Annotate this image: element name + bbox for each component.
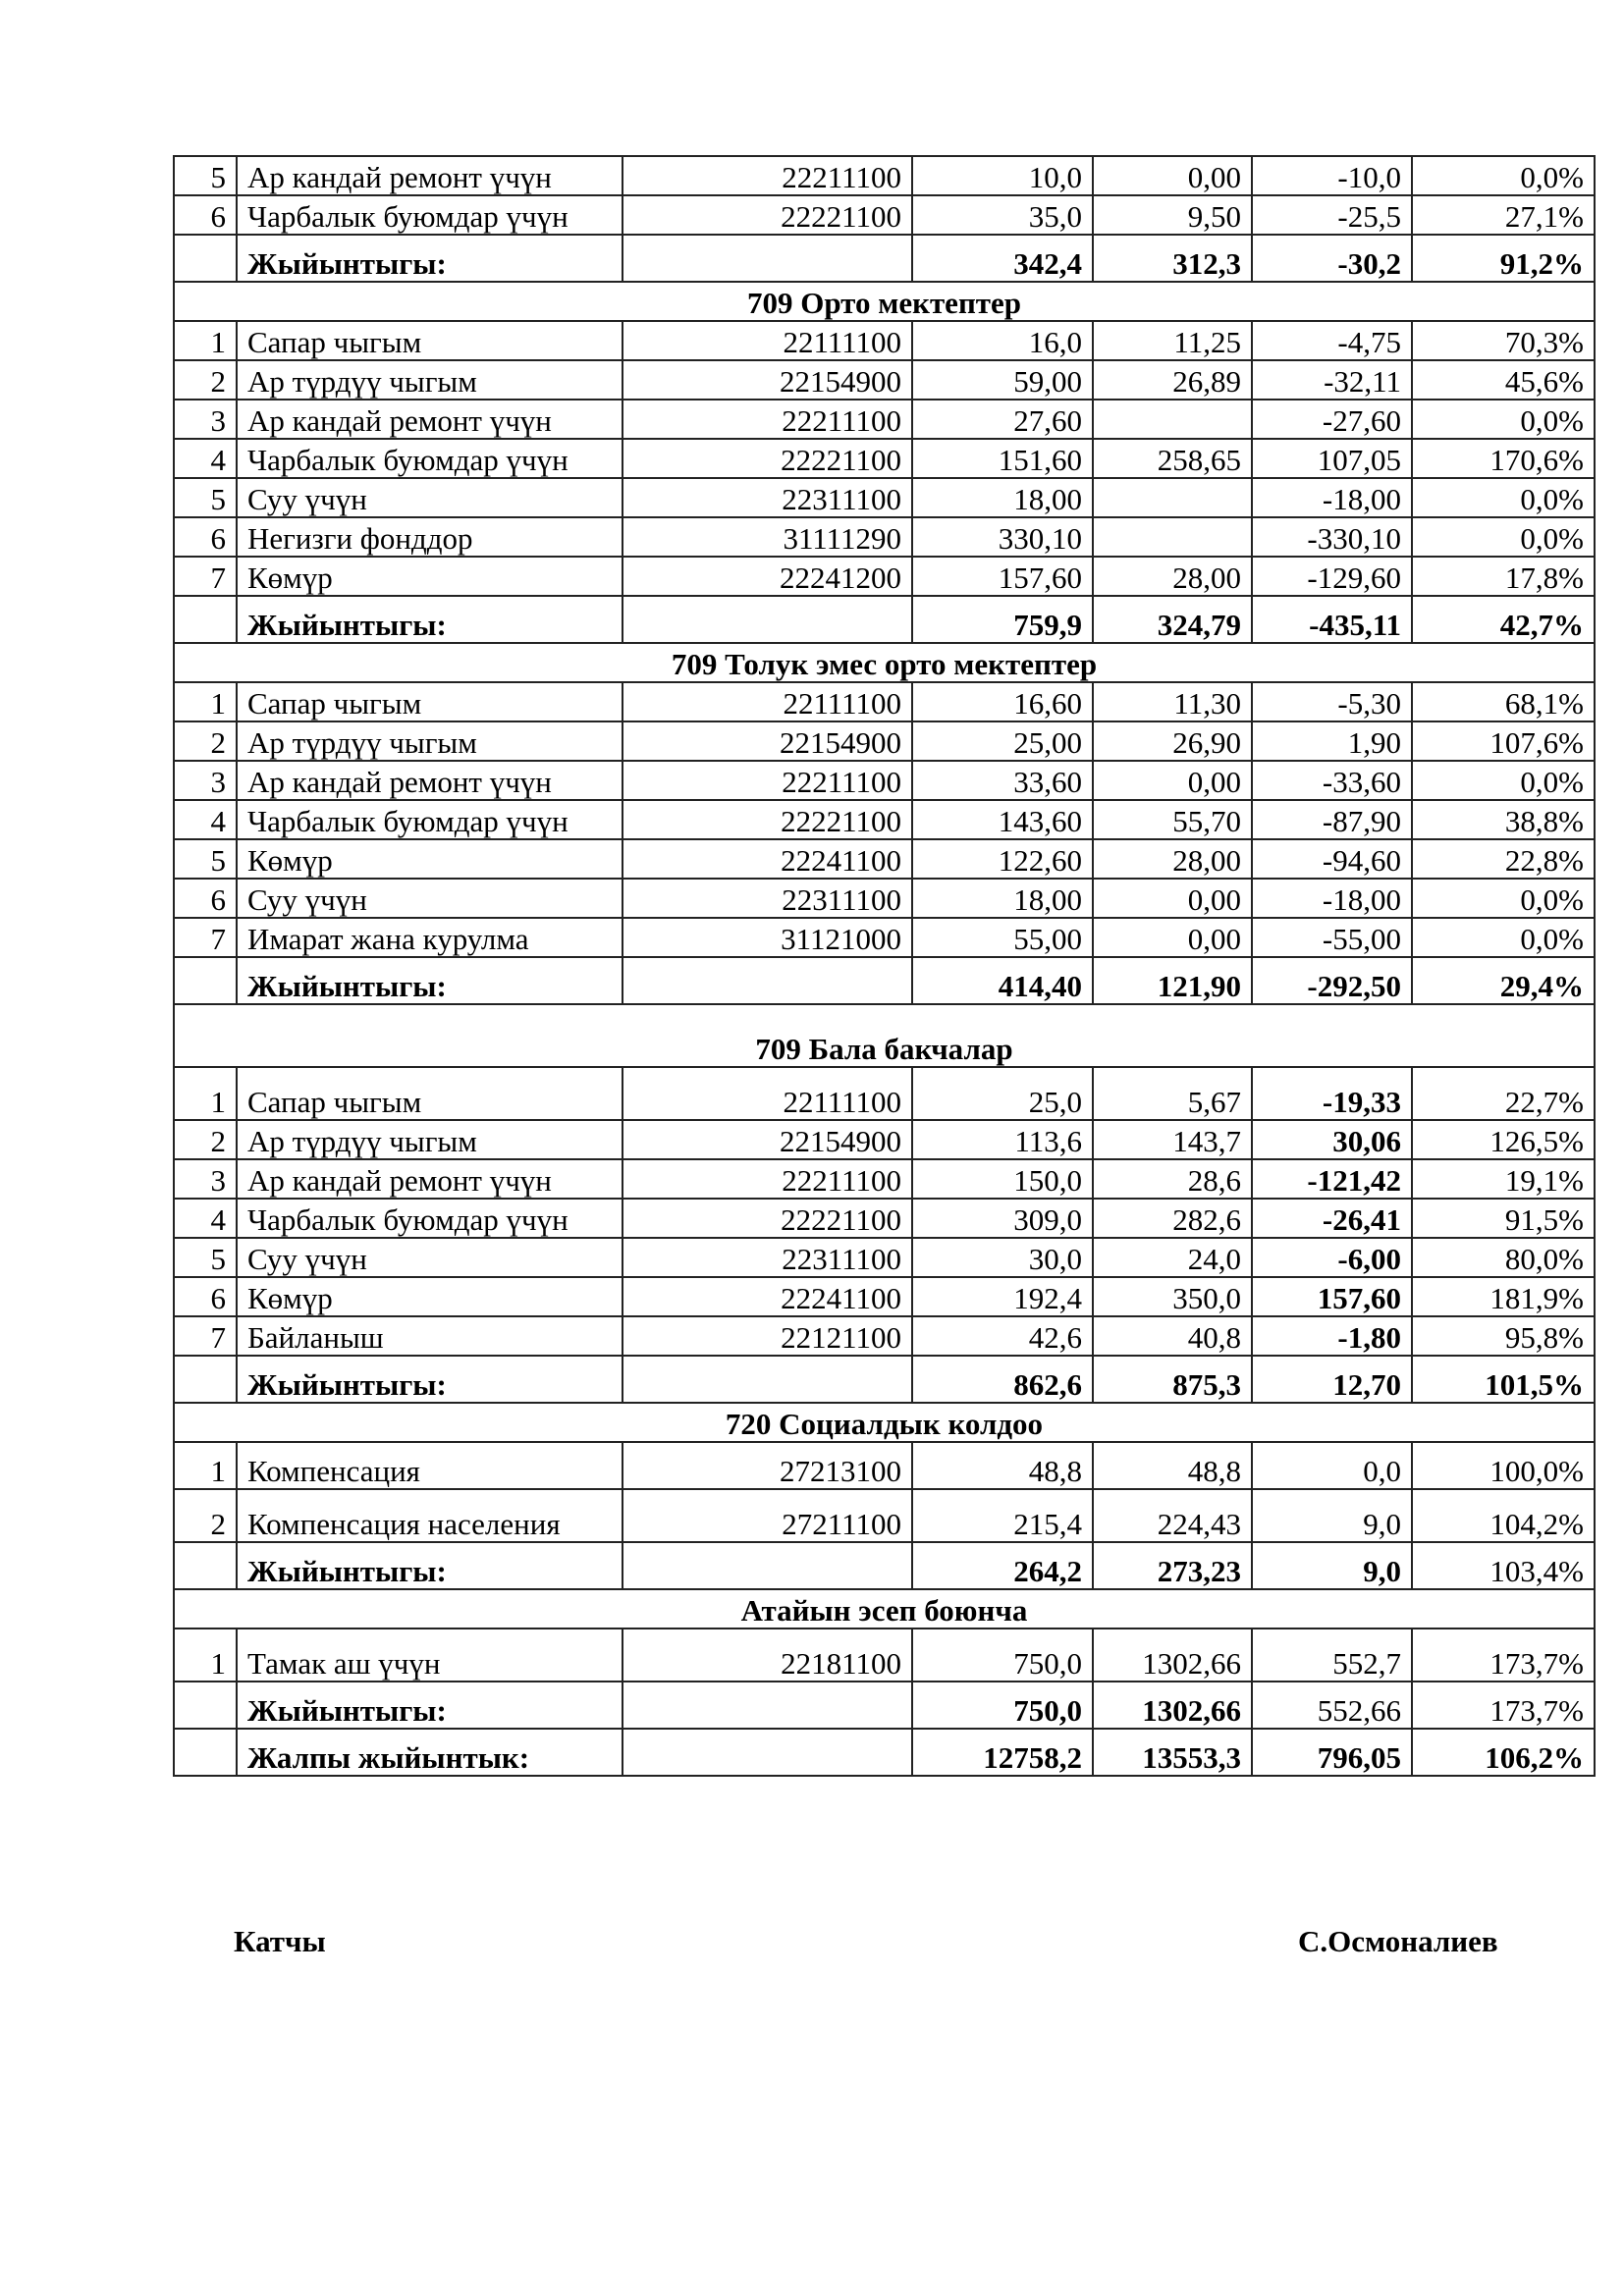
fact-value: 9,50 xyxy=(1093,195,1252,235)
fact-total: 121,90 xyxy=(1093,957,1252,1004)
plan-value: 330,10 xyxy=(912,517,1093,557)
item-name: Негизги фонддор xyxy=(237,517,623,557)
empty-cell xyxy=(174,235,237,282)
plan-value: 122,60 xyxy=(912,839,1093,879)
item-name: Ар түрдүү чыгым xyxy=(237,721,623,761)
plan-value: 18,00 xyxy=(912,879,1093,918)
table-row xyxy=(174,400,1595,439)
percent-value: 91,5% xyxy=(1412,1199,1595,1238)
subtotal-label: Жыйынтыгы: xyxy=(237,235,623,282)
item-code: 22241200 xyxy=(623,557,912,596)
fact-total: 875,3 xyxy=(1093,1356,1252,1403)
table-row xyxy=(174,721,1595,761)
plan-total: 264,2 xyxy=(912,1542,1093,1589)
section-header xyxy=(174,282,1595,321)
empty-cell xyxy=(623,1682,912,1729)
row-number: 2 xyxy=(174,1120,237,1159)
item-code: 22211100 xyxy=(623,156,912,195)
grand-total-label: Жалпы жыйынтык: xyxy=(237,1729,623,1776)
diff-value: -33,60 xyxy=(1252,761,1412,800)
empty-cell xyxy=(623,1729,912,1776)
row-number: 3 xyxy=(174,400,237,439)
fact-value: 258,65 xyxy=(1093,439,1252,478)
table-row xyxy=(174,1120,1595,1159)
plan-value: 113,6 xyxy=(912,1120,1093,1159)
table-row xyxy=(174,918,1595,957)
signature-role: Катчы xyxy=(234,1924,326,1958)
fact-value xyxy=(1093,478,1252,517)
item-name: Чарбалык буюмдар үчүн xyxy=(237,1199,623,1238)
table-row xyxy=(174,1629,1595,1682)
percent-value: 27,1% xyxy=(1412,195,1595,235)
item-code: 22154900 xyxy=(623,360,912,400)
item-name: Чарбалык буюмдар үчүн xyxy=(237,195,623,235)
diff-value: -19,33 xyxy=(1252,1067,1412,1120)
section-header xyxy=(174,1403,1595,1442)
item-code: 22111100 xyxy=(623,1067,912,1120)
item-code: 22241100 xyxy=(623,1277,912,1316)
diff-value: -32,11 xyxy=(1252,360,1412,400)
plan-total: 750,0 xyxy=(912,1682,1093,1729)
item-name: Ар кандай ремонт үчүн xyxy=(237,761,623,800)
plan-total: 414,40 xyxy=(912,957,1093,1004)
subtotal-row xyxy=(174,957,1595,1004)
item-code: 22221100 xyxy=(623,439,912,478)
row-number: 1 xyxy=(174,1442,237,1489)
table-row xyxy=(174,682,1595,721)
row-number: 4 xyxy=(174,800,237,839)
item-code: 22211100 xyxy=(623,400,912,439)
fact-value xyxy=(1093,400,1252,439)
row-number: 3 xyxy=(174,761,237,800)
empty-cell xyxy=(623,1542,912,1589)
fact-value: 48,8 xyxy=(1093,1442,1252,1489)
diff-total: -292,50 xyxy=(1252,957,1412,1004)
item-code: 22211100 xyxy=(623,761,912,800)
item-code: 22221100 xyxy=(623,1199,912,1238)
fact-value: 11,30 xyxy=(1093,682,1252,721)
percent-value: 80,0% xyxy=(1412,1238,1595,1277)
empty-cell xyxy=(623,1356,912,1403)
row-number: 7 xyxy=(174,557,237,596)
plan-value: 143,60 xyxy=(912,800,1093,839)
subtotal-row xyxy=(174,596,1595,643)
subtotal-label: Жыйынтыгы: xyxy=(237,1356,623,1403)
percent-value: 0,0% xyxy=(1412,400,1595,439)
item-name: Ар кандай ремонт үчүн xyxy=(237,1159,623,1199)
item-name: Суу үчүн xyxy=(237,478,623,517)
row-number: 1 xyxy=(174,1629,237,1682)
empty-cell xyxy=(174,1356,237,1403)
diff-value: 0,0 xyxy=(1252,1442,1412,1489)
fact-value: 40,8 xyxy=(1093,1316,1252,1356)
row-number: 6 xyxy=(174,1277,237,1316)
table-row xyxy=(174,439,1595,478)
fact-value: 26,89 xyxy=(1093,360,1252,400)
item-name: Көмүр xyxy=(237,839,623,879)
item-code: 22154900 xyxy=(623,721,912,761)
percent-value: 22,8% xyxy=(1412,839,1595,879)
table-row xyxy=(174,1238,1595,1277)
percent-total: 101,5% xyxy=(1412,1356,1595,1403)
fact-value: 1302,66 xyxy=(1093,1629,1252,1682)
item-name: Ар кандай ремонт үчүн xyxy=(237,400,623,439)
empty-cell xyxy=(174,596,237,643)
plan-value: 215,4 xyxy=(912,1489,1093,1542)
percent-value: 170,6% xyxy=(1412,439,1595,478)
plan-value: 27,60 xyxy=(912,400,1093,439)
plan-value: 25,00 xyxy=(912,721,1093,761)
plan-value: 192,4 xyxy=(912,1277,1093,1316)
row-number: 7 xyxy=(174,918,237,957)
percent-value: 19,1% xyxy=(1412,1159,1595,1199)
table-row xyxy=(174,1067,1595,1120)
percent-value: 104,2% xyxy=(1412,1489,1595,1542)
item-code: 31111290 xyxy=(623,517,912,557)
fact-value: 224,43 xyxy=(1093,1489,1252,1542)
percent-value: 0,0% xyxy=(1412,761,1595,800)
plan-value: 157,60 xyxy=(912,557,1093,596)
plan-value: 18,00 xyxy=(912,478,1093,517)
diff-value: -6,00 xyxy=(1252,1238,1412,1277)
diff-value: -18,00 xyxy=(1252,879,1412,918)
signature-name: С.Осмоналиев xyxy=(1298,1924,1498,1958)
percent-value: 68,1% xyxy=(1412,682,1595,721)
table-row xyxy=(174,1316,1595,1356)
table-row xyxy=(174,761,1595,800)
item-name: Сапар чыгым xyxy=(237,1067,623,1120)
subtotal-row xyxy=(174,1356,1595,1403)
diff-value: -18,00 xyxy=(1252,478,1412,517)
row-number: 1 xyxy=(174,1067,237,1120)
percent-value: 22,7% xyxy=(1412,1067,1595,1120)
section-title: 709 Бала бакчалар xyxy=(174,1004,1595,1067)
plan-value: 25,0 xyxy=(912,1067,1093,1120)
diff-value: -55,00 xyxy=(1252,918,1412,957)
row-number: 7 xyxy=(174,1316,237,1356)
plan-total: 759,9 xyxy=(912,596,1093,643)
plan-value: 16,60 xyxy=(912,682,1093,721)
fact-value xyxy=(1093,517,1252,557)
diff-value: -10,0 xyxy=(1252,156,1412,195)
percent-value: 173,7% xyxy=(1412,1629,1595,1682)
diff-value: 9,0 xyxy=(1252,1489,1412,1542)
diff-total: 9,0 xyxy=(1252,1542,1412,1589)
row-number: 6 xyxy=(174,195,237,235)
percent-grand-total: 106,2% xyxy=(1412,1729,1595,1776)
diff-total: -30,2 xyxy=(1252,235,1412,282)
diff-value: -129,60 xyxy=(1252,557,1412,596)
table-row xyxy=(174,879,1595,918)
percent-total: 42,7% xyxy=(1412,596,1595,643)
fact-total: 273,23 xyxy=(1093,1542,1252,1589)
diff-total: -435,11 xyxy=(1252,596,1412,643)
diff-value: -121,42 xyxy=(1252,1159,1412,1199)
diff-value: -4,75 xyxy=(1252,321,1412,360)
row-number: 3 xyxy=(174,1159,237,1199)
diff-value: -25,5 xyxy=(1252,195,1412,235)
diff-total: 552,66 xyxy=(1252,1682,1412,1729)
item-name: Имарат жана курулма xyxy=(237,918,623,957)
plan-value: 55,00 xyxy=(912,918,1093,957)
empty-cell xyxy=(623,596,912,643)
item-code: 27211100 xyxy=(623,1489,912,1542)
empty-cell xyxy=(174,957,237,1004)
fact-value: 24,0 xyxy=(1093,1238,1252,1277)
section-header xyxy=(174,1589,1595,1629)
percent-value: 38,8% xyxy=(1412,800,1595,839)
fact-value: 350,0 xyxy=(1093,1277,1252,1316)
percent-value: 45,6% xyxy=(1412,360,1595,400)
plan-value: 750,0 xyxy=(912,1629,1093,1682)
item-code: 22311100 xyxy=(623,478,912,517)
row-number: 1 xyxy=(174,682,237,721)
fact-value: 282,6 xyxy=(1093,1199,1252,1238)
percent-value: 0,0% xyxy=(1412,478,1595,517)
section-title: Атайын эсеп боюнча xyxy=(174,1589,1595,1629)
item-code: 22311100 xyxy=(623,879,912,918)
item-name: Чарбалык буюмдар үчүн xyxy=(237,800,623,839)
plan-value: 42,6 xyxy=(912,1316,1093,1356)
budget-execution-table xyxy=(173,155,1596,1777)
plan-value: 309,0 xyxy=(912,1199,1093,1238)
item-code: 22111100 xyxy=(623,321,912,360)
subtotal-label: Жыйынтыгы: xyxy=(237,957,623,1004)
percent-value: 126,5% xyxy=(1412,1120,1595,1159)
subtotal-row xyxy=(174,1682,1595,1729)
diff-value: -94,60 xyxy=(1252,839,1412,879)
item-name: Ар кандай ремонт үчүн xyxy=(237,156,623,195)
subtotal-row xyxy=(174,235,1595,282)
percent-total: 103,4% xyxy=(1412,1542,1595,1589)
item-name: Тамак аш үчүн xyxy=(237,1629,623,1682)
table-row xyxy=(174,517,1595,557)
item-code: 27213100 xyxy=(623,1442,912,1489)
percent-total: 29,4% xyxy=(1412,957,1595,1004)
table-row xyxy=(174,1277,1595,1316)
row-number: 5 xyxy=(174,839,237,879)
percent-value: 0,0% xyxy=(1412,879,1595,918)
percent-value: 0,0% xyxy=(1412,918,1595,957)
fact-value: 0,00 xyxy=(1093,761,1252,800)
grand-total-row xyxy=(174,1729,1595,1776)
diff-value: -330,10 xyxy=(1252,517,1412,557)
item-code: 22311100 xyxy=(623,1238,912,1277)
diff-value: 157,60 xyxy=(1252,1277,1412,1316)
table-row xyxy=(174,321,1595,360)
fact-value: 0,00 xyxy=(1093,879,1252,918)
subtotal-label: Жыйынтыгы: xyxy=(237,1542,623,1589)
item-name: Көмүр xyxy=(237,557,623,596)
diff-value: -87,90 xyxy=(1252,800,1412,839)
diff-value: 30,06 xyxy=(1252,1120,1412,1159)
section-title: 709 Толук эмес орто мектептер xyxy=(174,643,1595,682)
item-code: 22181100 xyxy=(623,1629,912,1682)
item-code: 22221100 xyxy=(623,800,912,839)
item-code: 22211100 xyxy=(623,1159,912,1199)
fact-value: 143,7 xyxy=(1093,1120,1252,1159)
percent-value: 0,0% xyxy=(1412,517,1595,557)
percent-value: 181,9% xyxy=(1412,1277,1595,1316)
table-row xyxy=(174,195,1595,235)
fact-value: 55,70 xyxy=(1093,800,1252,839)
empty-cell xyxy=(623,957,912,1004)
percent-value: 100,0% xyxy=(1412,1442,1595,1489)
section-header xyxy=(174,1004,1595,1067)
plan-value: 48,8 xyxy=(912,1442,1093,1489)
fact-total: 324,79 xyxy=(1093,596,1252,643)
percent-value: 17,8% xyxy=(1412,557,1595,596)
plan-total: 862,6 xyxy=(912,1356,1093,1403)
item-name: Сапар чыгым xyxy=(237,321,623,360)
row-number: 5 xyxy=(174,1238,237,1277)
empty-cell xyxy=(174,1729,237,1776)
diff-grand-total: 796,05 xyxy=(1252,1729,1412,1776)
fact-value: 28,00 xyxy=(1093,839,1252,879)
empty-cell xyxy=(623,235,912,282)
fact-value: 0,00 xyxy=(1093,156,1252,195)
table-row xyxy=(174,1489,1595,1542)
table-row xyxy=(174,478,1595,517)
plan-value: 10,0 xyxy=(912,156,1093,195)
subtotal-row xyxy=(174,1542,1595,1589)
plan-total: 342,4 xyxy=(912,235,1093,282)
section-header xyxy=(174,643,1595,682)
plan-grand-total: 12758,2 xyxy=(912,1729,1093,1776)
percent-value: 70,3% xyxy=(1412,321,1595,360)
row-number: 1 xyxy=(174,321,237,360)
fact-grand-total: 13553,3 xyxy=(1093,1729,1252,1776)
diff-value: 107,05 xyxy=(1252,439,1412,478)
percent-total: 173,7% xyxy=(1412,1682,1595,1729)
fact-value: 26,90 xyxy=(1093,721,1252,761)
table-row xyxy=(174,1442,1595,1489)
row-number: 5 xyxy=(174,156,237,195)
fact-value: 5,67 xyxy=(1093,1067,1252,1120)
section-title: 709 Орто мектептер xyxy=(174,282,1595,321)
row-number: 2 xyxy=(174,1489,237,1542)
empty-cell xyxy=(174,1542,237,1589)
plan-value: 16,0 xyxy=(912,321,1093,360)
plan-value: 150,0 xyxy=(912,1159,1093,1199)
row-number: 6 xyxy=(174,879,237,918)
item-name: Компенсация xyxy=(237,1442,623,1489)
table-row xyxy=(174,360,1595,400)
plan-value: 30,0 xyxy=(912,1238,1093,1277)
subtotal-label: Жыйынтыгы: xyxy=(237,596,623,643)
fact-value: 28,00 xyxy=(1093,557,1252,596)
row-number: 2 xyxy=(174,360,237,400)
row-number: 5 xyxy=(174,478,237,517)
row-number: 2 xyxy=(174,721,237,761)
fact-total: 1302,66 xyxy=(1093,1682,1252,1729)
item-name: Ар түрдүү чыгым xyxy=(237,360,623,400)
fact-value: 0,00 xyxy=(1093,918,1252,957)
plan-value: 151,60 xyxy=(912,439,1093,478)
diff-total: 12,70 xyxy=(1252,1356,1412,1403)
item-name: Компенсация населения xyxy=(237,1489,623,1542)
diff-value: -5,30 xyxy=(1252,682,1412,721)
table-row xyxy=(174,156,1595,195)
plan-value: 35,0 xyxy=(912,195,1093,235)
item-code: 22121100 xyxy=(623,1316,912,1356)
percent-value: 95,8% xyxy=(1412,1316,1595,1356)
diff-value: -26,41 xyxy=(1252,1199,1412,1238)
row-number: 6 xyxy=(174,517,237,557)
item-name: Суу үчүн xyxy=(237,879,623,918)
diff-value: 1,90 xyxy=(1252,721,1412,761)
empty-cell xyxy=(174,1682,237,1729)
item-name: Чарбалык буюмдар үчүн xyxy=(237,439,623,478)
table-row xyxy=(174,1199,1595,1238)
table-row xyxy=(174,1159,1595,1199)
item-code: 22221100 xyxy=(623,195,912,235)
fact-value: 28,6 xyxy=(1093,1159,1252,1199)
diff-value: -27,60 xyxy=(1252,400,1412,439)
table-row xyxy=(174,800,1595,839)
diff-value: -1,80 xyxy=(1252,1316,1412,1356)
plan-value: 59,00 xyxy=(912,360,1093,400)
row-number: 4 xyxy=(174,1199,237,1238)
item-code: 31121000 xyxy=(623,918,912,957)
fact-value: 11,25 xyxy=(1093,321,1252,360)
item-code: 22241100 xyxy=(623,839,912,879)
item-name: Байланыш xyxy=(237,1316,623,1356)
item-code: 22154900 xyxy=(623,1120,912,1159)
table-row xyxy=(174,839,1595,879)
percent-value: 107,6% xyxy=(1412,721,1595,761)
item-name: Сапар чыгым xyxy=(237,682,623,721)
row-number: 4 xyxy=(174,439,237,478)
percent-total: 91,2% xyxy=(1412,235,1595,282)
section-title: 720 Социалдык колдоо xyxy=(174,1403,1595,1442)
table-row xyxy=(174,557,1595,596)
fact-total: 312,3 xyxy=(1093,235,1252,282)
item-name: Суу үчүн xyxy=(237,1238,623,1277)
item-code: 22111100 xyxy=(623,682,912,721)
subtotal-label: Жыйынтыгы: xyxy=(237,1682,623,1729)
percent-value: 0,0% xyxy=(1412,156,1595,195)
item-name: Ар түрдүү чыгым xyxy=(237,1120,623,1159)
plan-value: 33,60 xyxy=(912,761,1093,800)
diff-value: 552,7 xyxy=(1252,1629,1412,1682)
item-name: Көмүр xyxy=(237,1277,623,1316)
